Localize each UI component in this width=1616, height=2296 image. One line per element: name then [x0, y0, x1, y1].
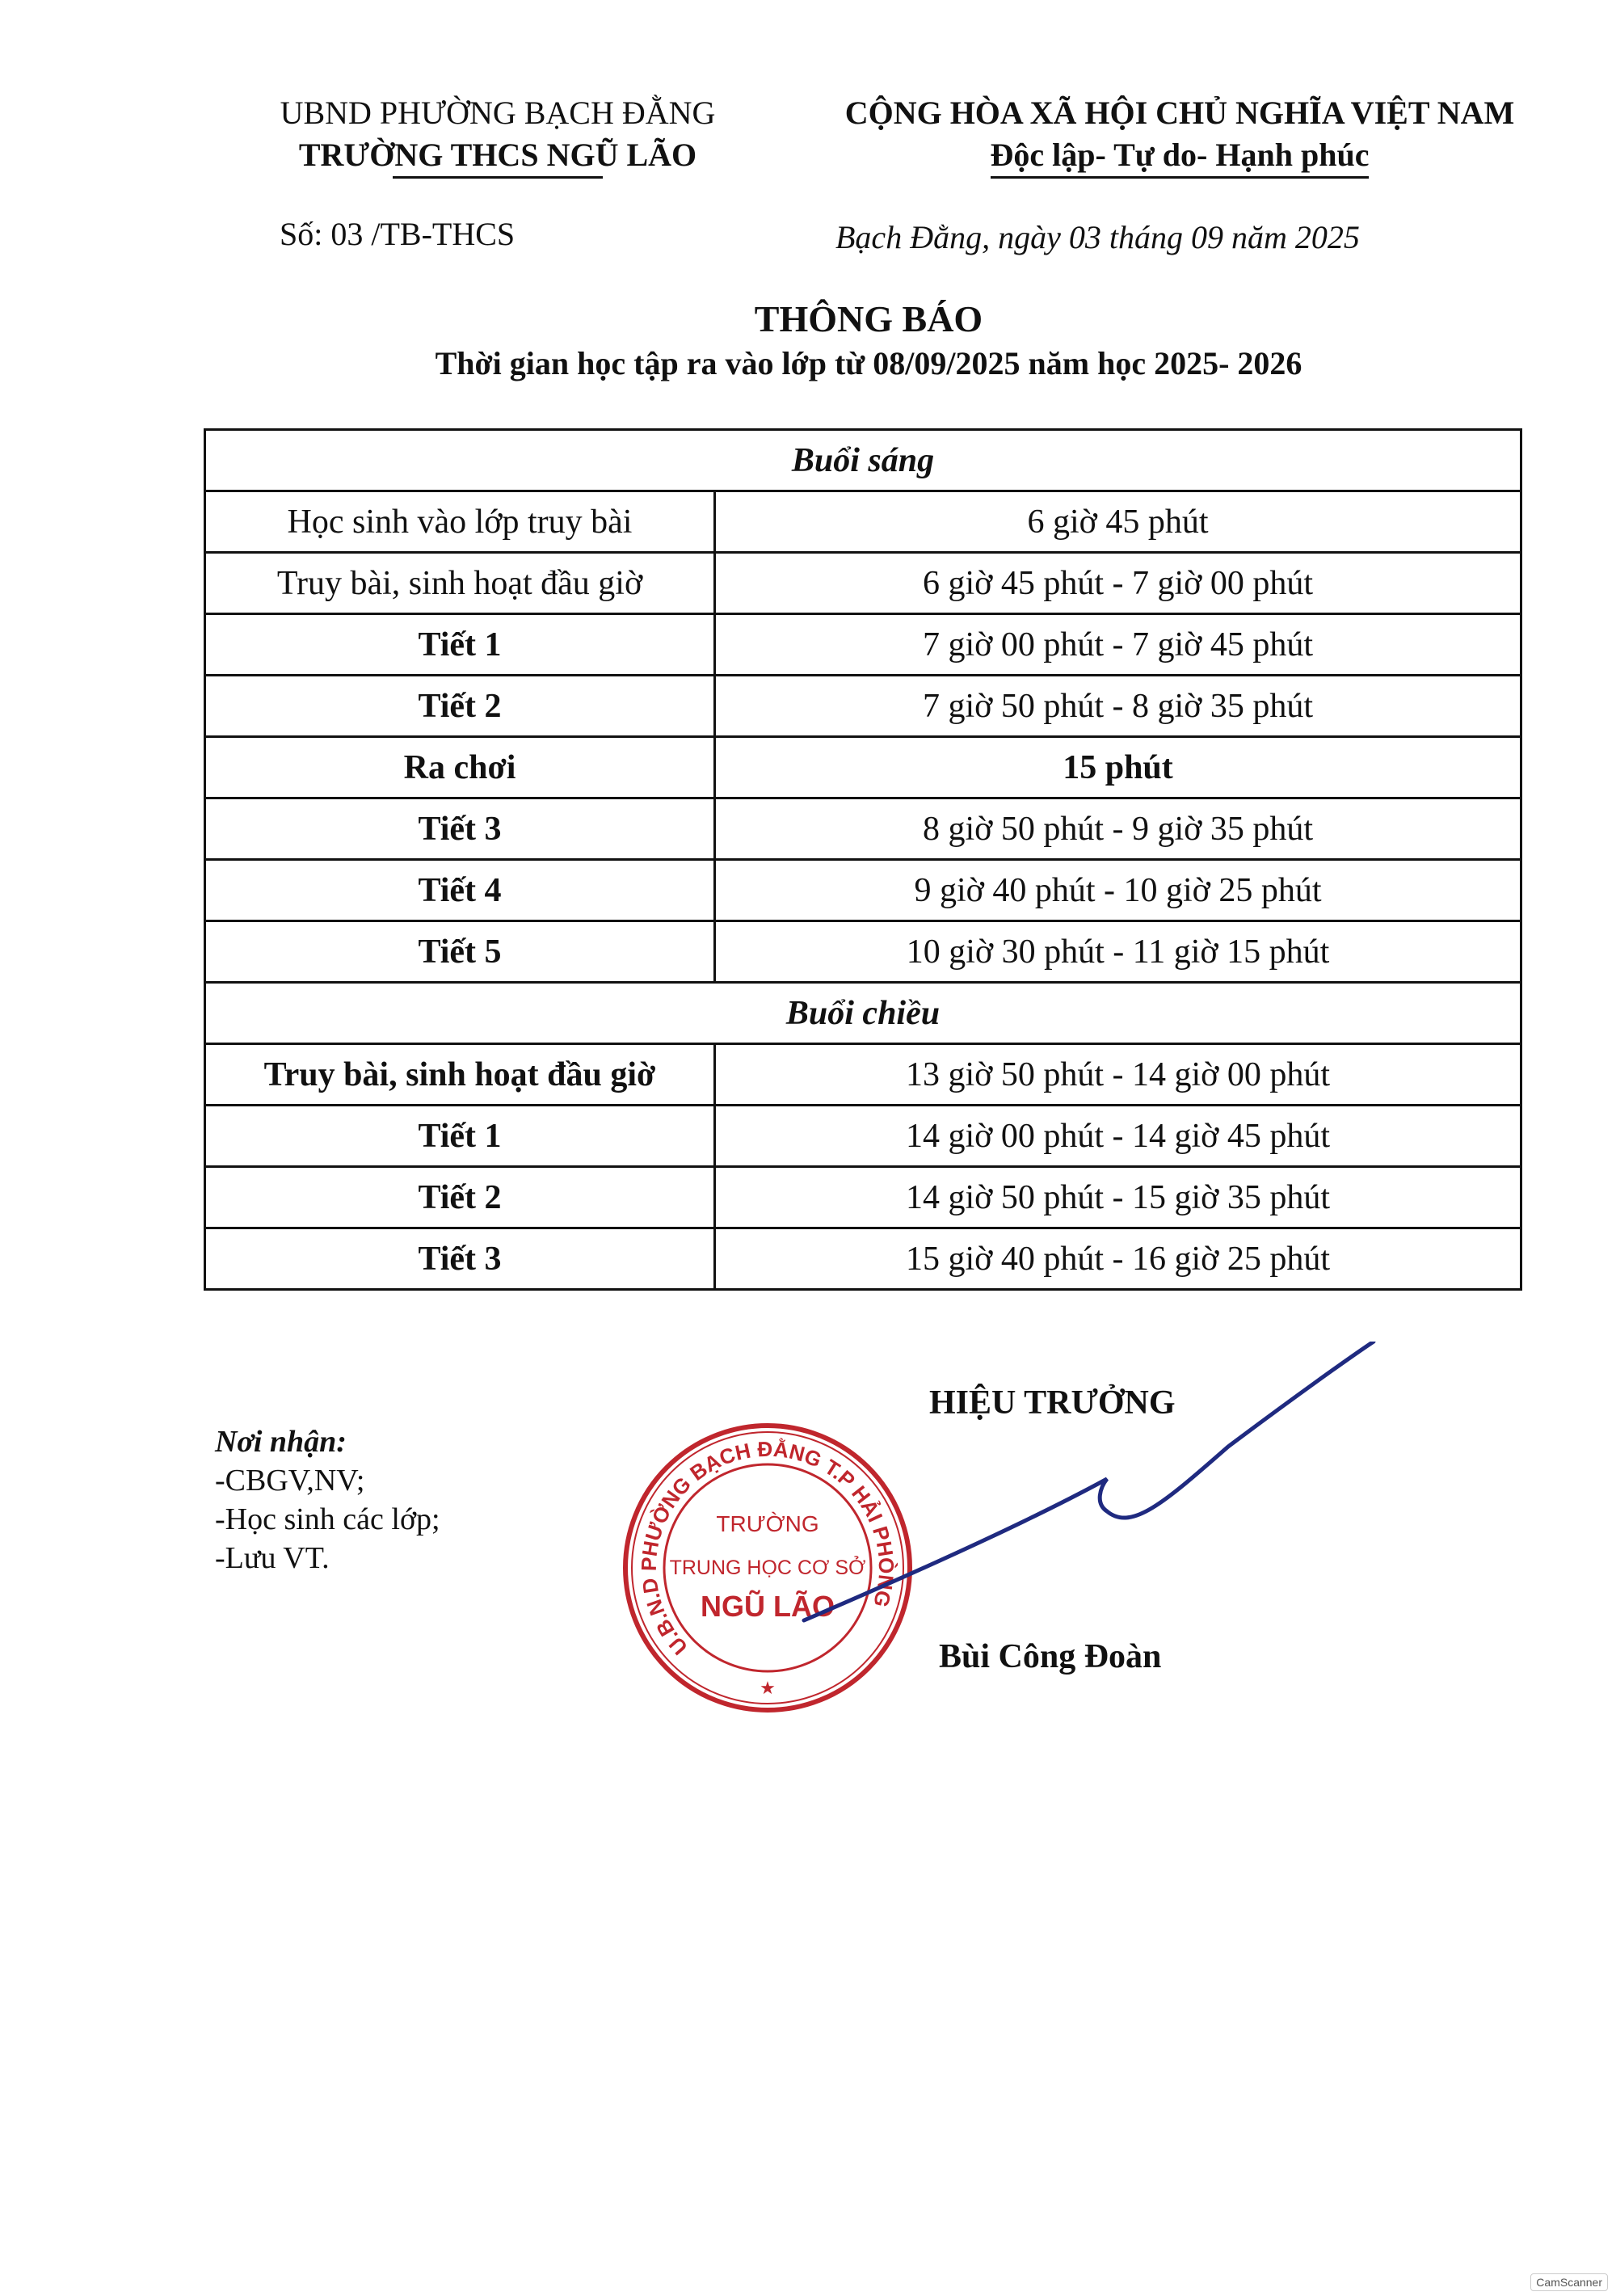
table-row: [205, 1228, 1521, 1290]
section-label: Buổi sáng: [205, 430, 1521, 491]
period-name: Tiết 4: [205, 860, 715, 921]
period-time: 7 giờ 50 phút - 8 giờ 35 phút: [715, 676, 1521, 737]
signature-scribble: [727, 1342, 1390, 1649]
recipient-item: -Lưu VT.: [215, 1541, 330, 1575]
agency-header: [239, 92, 756, 179]
period-time: 9 giờ 40 phút - 10 giờ 25 phút: [715, 860, 1521, 921]
period-name: Tiết 1: [205, 614, 715, 676]
period-time: 6 giờ 45 phút - 7 giờ 00 phút: [715, 553, 1521, 614]
nation-title: CỘNG HÒA XÃ HỘI CHỦ NGHĨA VIỆT NAM: [844, 95, 1515, 131]
recipients-label: Nơi nhận:: [215, 1425, 347, 1459]
period-time: 15 phút: [715, 737, 1521, 798]
period-name: Học sinh vào lớp truy bài: [205, 491, 715, 553]
period-time: 8 giờ 50 phút - 9 giờ 35 phút: [715, 798, 1521, 860]
period-name: Tiết 1: [205, 1106, 715, 1167]
signer-role: HIỆU TRƯỞNG: [929, 1384, 1176, 1422]
nation-header: [792, 92, 1568, 176]
doc-title: THÔNG BÁO: [754, 298, 983, 339]
period-time: 14 giờ 50 phút - 15 giờ 35 phút: [715, 1167, 1521, 1228]
recipient-item: -CBGV,NV;: [215, 1464, 365, 1498]
stamp-ring-text: U.B.N.D PHƯỜNG BẠCH ĐẰNG T.P HẢI PHÒNG: [636, 1436, 899, 1660]
period-time: 7 giờ 00 phút - 7 giờ 45 phút: [715, 614, 1521, 676]
table-row: [205, 553, 1521, 614]
section-row: [205, 430, 1521, 491]
table-row: [205, 676, 1521, 737]
period-time: 10 giờ 30 phút - 11 giờ 15 phút: [715, 921, 1521, 983]
agency-line1: UBND PHƯỜNG BẠCH ĐẰNG: [280, 95, 716, 131]
table-row: [205, 737, 1521, 798]
period-name: Tiết 2: [205, 1167, 715, 1228]
section-row: [205, 983, 1521, 1044]
star-icon: ★: [760, 1678, 776, 1698]
stamp-line3: NGŨ LÃO: [701, 1590, 835, 1623]
agency-underline: [393, 176, 603, 179]
table-row: [205, 1044, 1521, 1106]
table-row: [205, 1106, 1521, 1167]
period-time: 6 giờ 45 phút: [715, 491, 1521, 553]
table-row: [205, 491, 1521, 553]
table-row: [205, 860, 1521, 921]
place-date: Bạch Đằng, ngày 03 tháng 09 năm 2025: [835, 219, 1360, 255]
period-time: 13 giờ 50 phút - 14 giờ 00 phút: [715, 1044, 1521, 1106]
recipients: [215, 1422, 440, 1578]
table-row: [205, 1167, 1521, 1228]
agency-line2: TRƯỜNG THCS NGŨ LÃO: [298, 137, 697, 173]
recipient-item: -Học sinh các lớp;: [215, 1502, 440, 1536]
doc-subtitle: Thời gian học tập ra vào lớp từ 08/09/2025 năm học 2025- 2026: [435, 345, 1302, 381]
period-name: Tiết 5: [205, 921, 715, 983]
table-row: [205, 798, 1521, 860]
period-name: Truy bài, sinh hoạt đầu giờ: [205, 553, 715, 614]
period-time: 15 giờ 40 phút - 16 giờ 25 phút: [715, 1228, 1521, 1290]
period-time: 14 giờ 00 phút - 14 giờ 45 phút: [715, 1106, 1521, 1167]
motto: Độc lập- Tự do- Hạnh phúc: [991, 137, 1370, 179]
stamp-line2: TRUNG HỌC CƠ SỞ: [669, 1557, 866, 1579]
camscanner-watermark: CamScanner: [1530, 2273, 1608, 2291]
schedule-table: [204, 428, 1522, 1291]
signer-name: Bùi Công Đoàn: [939, 1638, 1162, 1675]
section-label: Buổi chiều: [205, 983, 1521, 1044]
period-name: Tiết 3: [205, 798, 715, 860]
doc-number: Số: 03 /TB-THCS: [280, 216, 516, 252]
period-name: Tiết 3: [205, 1228, 715, 1290]
period-name: Truy bài, sinh hoạt đầu giờ: [205, 1044, 715, 1106]
stamp-line1: TRƯỜNG: [716, 1511, 819, 1536]
table-row: [205, 921, 1521, 983]
period-name: Ra chơi: [205, 737, 715, 798]
period-name: Tiết 2: [205, 676, 715, 737]
table-row: [205, 614, 1521, 676]
